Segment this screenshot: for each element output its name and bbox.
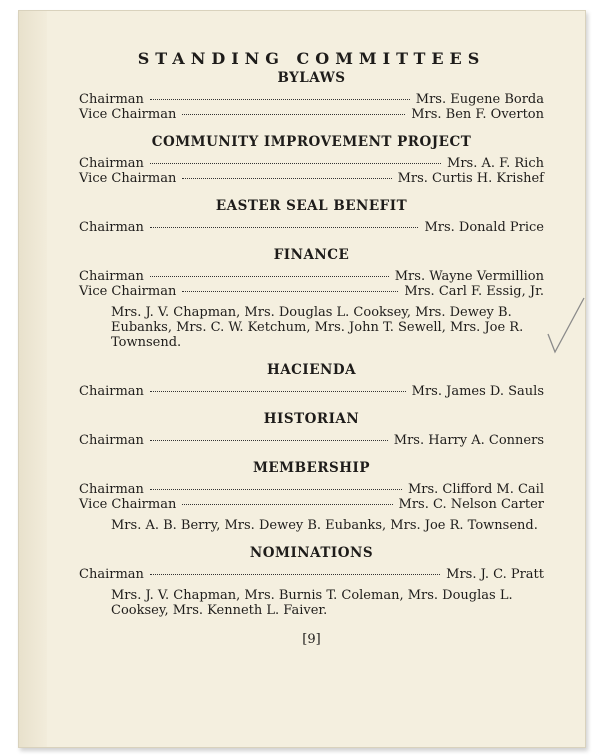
member-name: Mrs. C. Nelson Carter	[398, 497, 544, 512]
committee-row	[79, 220, 544, 235]
leader-dots	[150, 163, 441, 164]
section-heading-nominations: NOMINATIONS	[249, 545, 374, 561]
committee-row	[79, 107, 544, 122]
section-heading-bylaws: BYLAWS	[277, 70, 346, 86]
role-label: Chairman	[79, 92, 144, 107]
committee-members: Mrs. J. V. Chapman, Mrs. Douglas L. Cooksey, Mrs. Dewey B. Eubanks, Mrs. C. W. Ketchum, Mrs. John T. Sewell, Mrs. Joe R. Townsend.	[111, 305, 524, 350]
role-label: Chairman	[79, 482, 144, 497]
member-name: Mrs. Donald Price	[424, 220, 544, 235]
section-heading-easter: EASTER SEAL BENEFIT	[215, 198, 408, 214]
leader-dots	[150, 99, 410, 100]
leader-dots	[182, 178, 391, 179]
member-name: Mrs. Carl F. Essig, Jr.	[404, 284, 544, 299]
leader-dots	[182, 114, 405, 115]
member-name: Mrs. Curtis H. Krishef	[397, 171, 544, 186]
committee-row	[79, 567, 544, 582]
member-name: Mrs. Harry A. Conners	[393, 433, 544, 448]
member-name: Mrs. J. C. Pratt	[446, 567, 544, 582]
member-name: Mrs. Ben F. Overton	[411, 107, 544, 122]
booklet-page	[18, 10, 586, 748]
committee-row	[79, 433, 544, 448]
member-name: Mrs. A. F. Rich	[447, 156, 544, 171]
role-label: Vice Chairman	[79, 284, 177, 299]
role-label: Chairman	[79, 269, 144, 284]
section-heading-membership: MEMBERSHIP	[252, 460, 371, 476]
leader-dots	[182, 291, 398, 292]
role-label: Chairman	[79, 156, 144, 171]
role-label: Chairman	[79, 567, 144, 582]
role-label: Vice Chairman	[79, 171, 177, 186]
leader-dots	[182, 504, 392, 505]
committee-row	[79, 384, 544, 399]
committee-row	[79, 269, 544, 284]
pencil-check-mark-icon	[546, 296, 586, 358]
leader-dots	[150, 227, 419, 228]
committee-members: Mrs. J. V. Chapman, Mrs. Burnis T. Coleman, Mrs. Douglas L. Cooksey, Mrs. Kenneth L. Faiver.	[111, 588, 513, 618]
leader-dots	[150, 276, 389, 277]
committee-row	[79, 171, 544, 186]
committee-members: Mrs. A. B. Berry, Mrs. Dewey B. Eubanks, Mrs. Joe R. Townsend.	[111, 518, 538, 533]
leader-dots	[150, 440, 388, 441]
committee-row	[79, 497, 544, 512]
committee-row	[79, 482, 544, 497]
leader-dots	[150, 489, 402, 490]
page-content	[79, 49, 544, 647]
member-name: Mrs. James D. Sauls	[411, 384, 544, 399]
committee-row	[79, 284, 544, 299]
member-name: Mrs. Wayne Vermillion	[394, 269, 544, 284]
page-title: STANDING COMMITTEES	[137, 49, 486, 68]
role-label: Chairman	[79, 384, 144, 399]
section-heading-community: COMMUNITY IMPROVEMENT PROJECT	[151, 134, 472, 150]
role-label: Vice Chairman	[79, 107, 177, 122]
member-name: Mrs. Clifford M. Cail	[407, 482, 544, 497]
section-heading-finance: FINANCE	[273, 247, 350, 263]
committee-row	[79, 92, 544, 107]
role-label: Chairman	[79, 220, 144, 235]
section-heading-hacienda: HACIENDA	[266, 362, 357, 378]
section-heading-historian: HISTORIAN	[263, 411, 360, 427]
committee-row	[79, 156, 544, 171]
leader-dots	[150, 574, 440, 575]
leader-dots	[150, 391, 406, 392]
role-label: Chairman	[79, 433, 144, 448]
role-label: Vice Chairman	[79, 497, 177, 512]
page-gutter	[19, 11, 47, 747]
page-number: [9]	[302, 632, 321, 647]
member-name: Mrs. Eugene Borda	[415, 92, 544, 107]
